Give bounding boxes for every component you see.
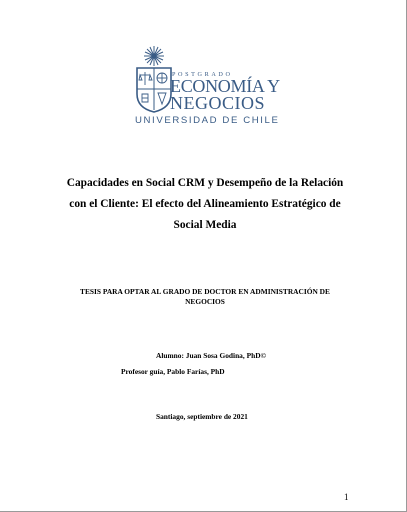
logo-negocios-text: NEGOCIOS: [170, 93, 266, 113]
logo-postgrado-text: POSTGRADO: [172, 71, 233, 78]
thesis-title-line: Capacidades en Social CRM y Desempeño de la Relación: [66, 177, 344, 189]
student-name: Alumno: Juan Sosa Godina, PhD©: [156, 351, 267, 360]
logo-economia-text: ECONOMÍA Y: [170, 76, 280, 96]
degree-statement-line: NEGOCIOS: [185, 297, 225, 306]
degree-statement-line: TESIS PARA OPTAR AL GRADO DE DOCTOR EN ADMINISTRACIÓN DE: [80, 287, 330, 296]
thesis-title-line: Social Media: [173, 219, 237, 231]
advisor-name: Profesor guía, Pablo Farías, PhD: [121, 367, 225, 376]
university-crest-icon: [134, 44, 174, 114]
place-date: Santiago, septiembre de 2021: [156, 412, 248, 421]
university-logo: [134, 44, 280, 126]
thesis-title-line: con el Cliente: El efecto del Alineamiento Estratégico de: [69, 198, 341, 210]
thesis-title: [60, 173, 350, 236]
page-number: 1: [344, 492, 349, 502]
degree-statement: [40, 287, 370, 307]
logo-university-text: UNIVERSIDAD DE CHILE: [135, 115, 280, 126]
